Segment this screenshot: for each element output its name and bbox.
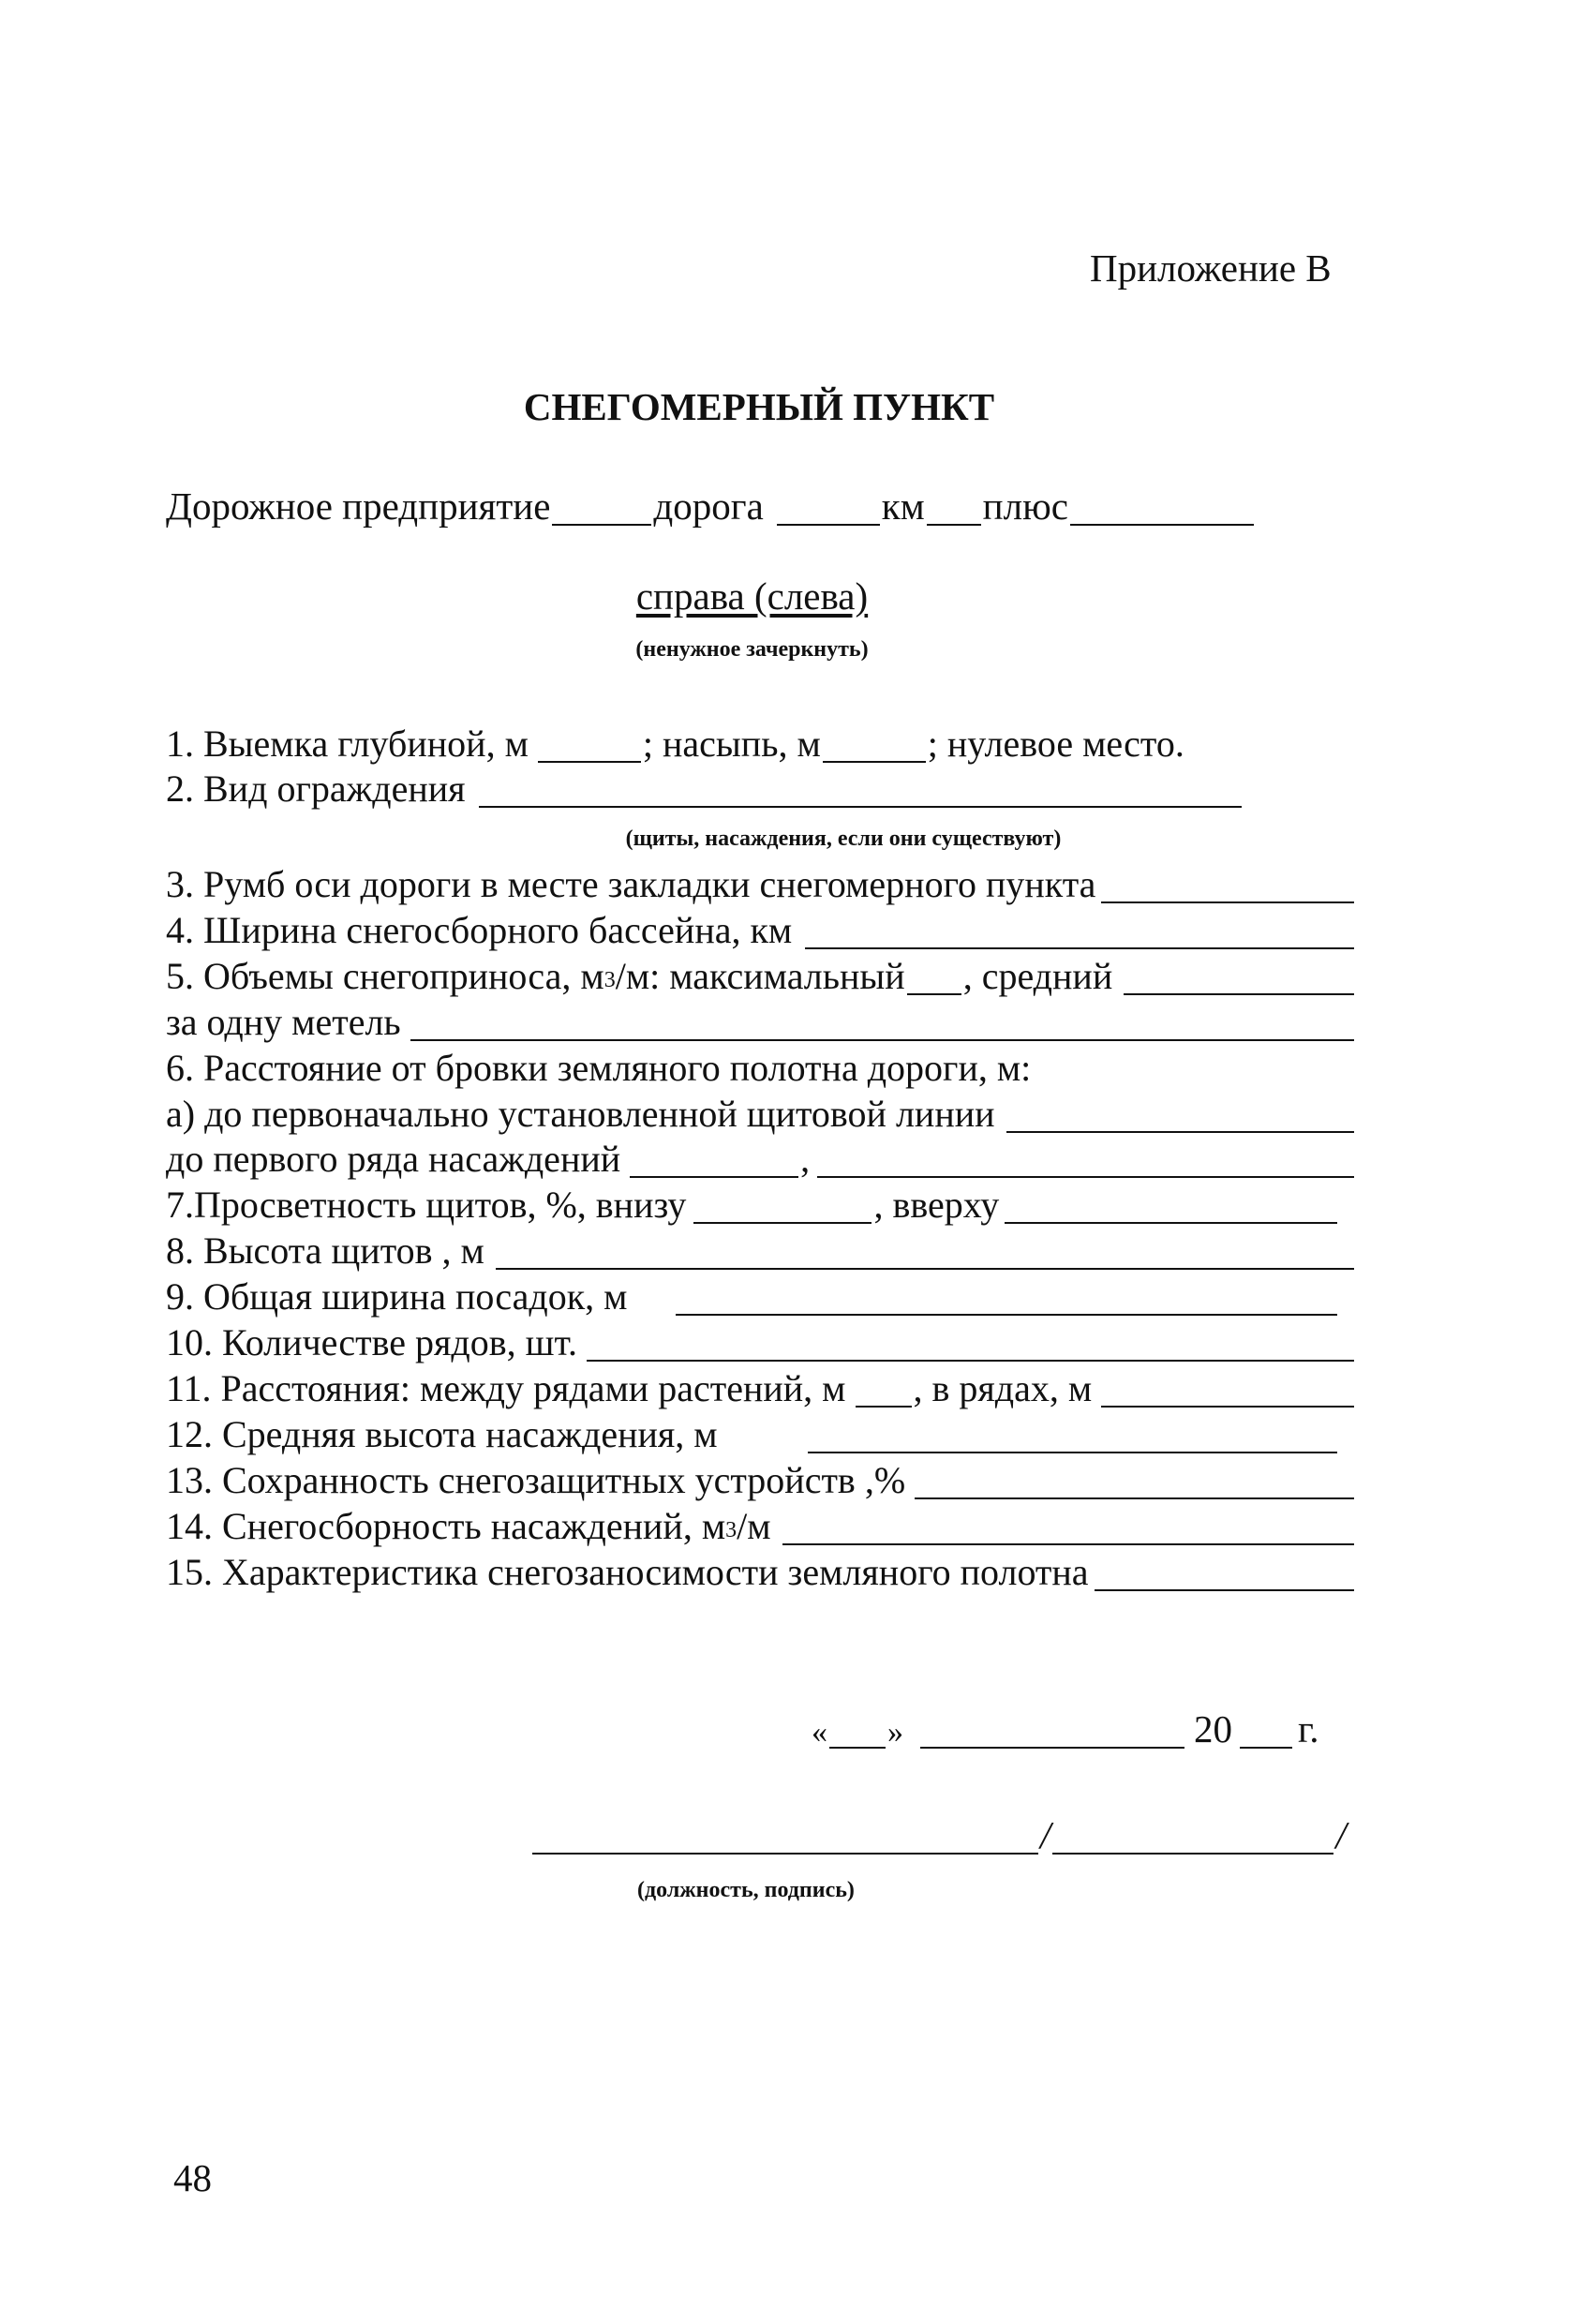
plus-label: плюс (982, 484, 1068, 528)
signature-line (530, 1813, 1361, 1856)
side-note: (ненужное зачеркнуть) (635, 637, 869, 662)
shield-line-label: а) до первоначально установленной щитовой линии (166, 1093, 995, 1135)
item-6 (166, 1046, 1354, 1087)
distance-label: 6. Расстояние от бровки земляного полотна дороги, м: (166, 1047, 1032, 1089)
signature-field[interactable] (1052, 1821, 1333, 1855)
item-7 (166, 1183, 1337, 1224)
row-spacing-field[interactable] (856, 1374, 912, 1408)
per-blizzard-label: за одну метель (166, 1001, 401, 1043)
item-6b (166, 1137, 1354, 1178)
snow-collection-field[interactable] (782, 1512, 1354, 1545)
year-field[interactable] (1240, 1715, 1292, 1749)
slash-2: / (1335, 1813, 1347, 1856)
km-field[interactable] (927, 492, 981, 526)
signature-note: (должность, подпись) (637, 1878, 855, 1902)
depth-field[interactable] (538, 729, 641, 763)
location-line (166, 484, 1256, 528)
first-row-field-2[interactable] (817, 1144, 1354, 1178)
planting-width-label: 9. Общая ширина посадок, м (166, 1275, 628, 1318)
position-field[interactable] (532, 1821, 1038, 1855)
max-label: /м: максимальный (615, 955, 905, 997)
in-row-spacing-field[interactable] (1101, 1374, 1354, 1408)
planting-width-field[interactable] (676, 1282, 1337, 1316)
max-field[interactable] (907, 961, 961, 995)
cube-superscript: 3 (603, 968, 616, 992)
item-10 (166, 1320, 1354, 1362)
item-9 (166, 1274, 1337, 1316)
month-field[interactable] (920, 1715, 1184, 1749)
preservation-label: 13. Сохранность снегозащитных устройств ,% (166, 1459, 906, 1501)
side-label: справа (слева) (635, 574, 869, 618)
basin-width-label: 4. Ширина снегосборного бассейна, км (166, 909, 793, 951)
year-suffix: г. (1298, 1707, 1319, 1750)
enterprise-field[interactable] (552, 492, 651, 526)
snow-collection-label: 14. Снегосборность насаждений, м (166, 1505, 726, 1547)
item-12 (166, 1412, 1337, 1453)
day-field[interactable] (829, 1715, 886, 1749)
first-row-field-1[interactable] (630, 1144, 798, 1178)
transparency-bottom-field[interactable] (693, 1190, 871, 1224)
per-blizzard-field[interactable] (410, 1007, 1354, 1041)
embankment-field[interactable] (823, 729, 926, 763)
road-field[interactable] (777, 492, 880, 526)
first-row-label: до первого ряда насаждений (166, 1138, 621, 1180)
comma: , (800, 1138, 811, 1180)
year-prefix: 20 (1194, 1707, 1232, 1750)
drift-characteristic-field[interactable] (1095, 1557, 1354, 1591)
in-row-spacing-label: , в рядах, м (913, 1367, 1093, 1409)
shield-height-label: 8. Высота щитов , м (166, 1229, 484, 1272)
open-quote: « (812, 1715, 827, 1750)
shield-line-field[interactable] (1006, 1099, 1354, 1133)
page-number: 48 (173, 2156, 212, 2199)
close-quote: » (887, 1715, 903, 1750)
row-count-field[interactable] (587, 1328, 1354, 1362)
item-14 (166, 1504, 1354, 1545)
item-11 (166, 1366, 1354, 1408)
fence-type-label: 2. Вид ограждения (166, 767, 466, 810)
item-4 (166, 908, 1354, 949)
form-title: СНЕГОМЕРНЫЙ ПУНКТ (523, 385, 995, 428)
basin-width-field[interactable] (805, 916, 1354, 949)
item-3 (166, 862, 1354, 903)
road-bearing-label: 3. Румб оси дороги в месте закладки снегомерного пункта (166, 863, 1096, 905)
embankment-label: ; насыпь, м (642, 723, 821, 765)
fence-type-note: (щиты, насаждения, если они существуют) (625, 827, 1062, 851)
snow-volume-label: 5. Объемы снегоприноса, м (166, 955, 604, 997)
item-2 (166, 767, 1242, 808)
fence-type-field[interactable] (479, 774, 1242, 808)
transparency-top-label: , вверху (873, 1184, 1000, 1226)
preservation-field[interactable] (915, 1466, 1354, 1499)
depth-label: 1. Выемка глубиной, м (166, 723, 529, 765)
row-count-label: 10. Количестве рядов, шт. (166, 1321, 577, 1363)
item-15 (166, 1550, 1354, 1591)
cube-superscript: 3 (725, 1518, 737, 1542)
avg-height-field[interactable] (808, 1420, 1337, 1453)
item-5 (166, 954, 1354, 995)
enterprise-label: Дорожное предприятие (166, 484, 551, 528)
appendix-label: Приложение В (1090, 246, 1332, 290)
plus-field[interactable] (1070, 492, 1254, 526)
road-label: дорога (653, 484, 764, 528)
avg-height-label: 12. Средняя высота насаждения, м (166, 1413, 718, 1455)
avg-field[interactable] (1124, 961, 1354, 995)
slash-1: / (1040, 1813, 1051, 1856)
avg-label: , средний (962, 955, 1113, 997)
item-8 (166, 1229, 1354, 1270)
item-13 (166, 1458, 1354, 1499)
date-line (812, 1707, 1355, 1750)
drift-characteristic-label: 15. Характеристика снегозаносимости земляного полотна (166, 1551, 1089, 1593)
transparency-bottom-label: 7.Просветность щитов, %, внизу (166, 1184, 687, 1226)
item-5-cont (166, 1000, 1354, 1041)
item-6a (166, 1092, 1354, 1133)
zero-place-label: ; нулевое место. (927, 723, 1184, 765)
row-spacing-label: 11. Расстояния: между рядами растений, м (166, 1367, 846, 1409)
km-label: км (881, 484, 925, 528)
transparency-top-field[interactable] (1005, 1190, 1337, 1224)
item-1 (166, 722, 1262, 763)
shield-height-field[interactable] (496, 1236, 1354, 1270)
per-meter-label: /м (737, 1505, 771, 1547)
road-bearing-field[interactable] (1101, 870, 1354, 903)
